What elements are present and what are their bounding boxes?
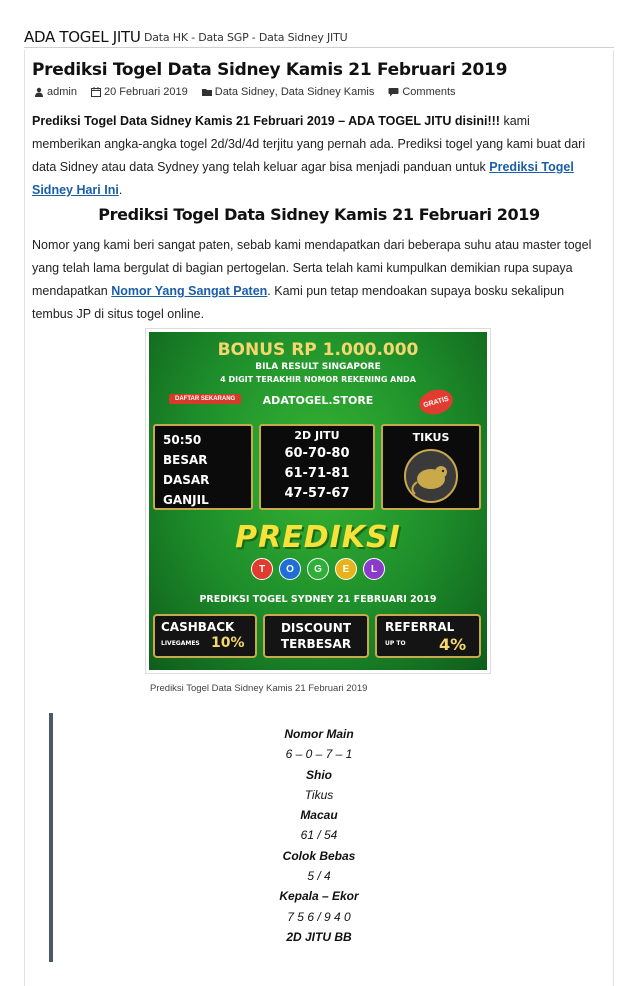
prediction-value: Tikus	[304, 787, 334, 802]
comments-link[interactable]: Comments	[402, 86, 456, 98]
folder-icon	[202, 87, 212, 97]
banner-box-5050	[153, 424, 253, 510]
category-separator: ,	[274, 86, 278, 98]
promo3-title: REFERRAL	[385, 620, 455, 634]
box1-line: GANJIL	[163, 493, 209, 507]
banner-gratis: GRATIS	[416, 386, 455, 418]
prediction-label: Colok Bebas	[282, 848, 356, 863]
banner-prediksi: PREDIKSI	[235, 520, 401, 555]
nomor-paten-link[interactable]: Nomor Yang Sangat Paten	[111, 284, 268, 298]
banner-line3: 4 DIGIT TERAKHIR NOMOR REKENING ANDA	[220, 375, 416, 384]
category-link-data-sidney[interactable]: Data Sidney	[214, 86, 275, 98]
box2-line: 60-70-80	[284, 446, 350, 461]
sub-heading: Prediksi Togel Data Sidney Kamis 21 Februari 2019	[98, 205, 540, 224]
prediction-value: 5 / 4	[307, 869, 331, 884]
banner-line2: BILA RESULT SINGAPORE	[255, 362, 381, 372]
intro-text: kami memberikan angka-angka togel 2d/3d/4d terjitu yang pernah ada. Prediksi togel yang kami buat dari data Sidney atau data Sydney yang telah keluar agar bisa menjadi panduan untuk	[32, 114, 586, 174]
ball-o: O	[279, 558, 301, 580]
box2-title: 2D JITU	[294, 429, 340, 442]
banner-daftar: DAFTAR SEKARANG	[169, 394, 241, 404]
category-link-data-sidney-kamis[interactable]: Data Sidney Kamis	[280, 86, 375, 98]
prediction-label: 2D JITU BB	[286, 929, 352, 944]
post-date-link[interactable]: 20 Februari 2019	[103, 86, 188, 98]
promo2-title: DISCOUNT	[280, 621, 352, 635]
banner-discount	[263, 614, 369, 658]
banner-box-2d	[259, 424, 375, 510]
box1-line: 50:50	[163, 433, 202, 447]
site-header	[24, 26, 614, 48]
prediction-value: 7 5 6 / 9 4 0	[287, 909, 351, 924]
box2-line: 61-71-81	[284, 466, 350, 481]
promo3-sub: UP TO	[385, 640, 406, 647]
prediction-list	[0, 724, 638, 947]
prediction-value: 61 / 54	[300, 828, 338, 843]
ball-l: L	[363, 558, 385, 580]
prediction-value: 6 – 0 – 7 – 1	[285, 747, 353, 762]
promo2-sub: TERBESAR	[280, 637, 352, 651]
comment-icon	[388, 87, 399, 97]
post-meta	[34, 86, 456, 98]
ball-g: G	[307, 558, 329, 580]
site-title-link[interactable]: ADA TOGEL JITU	[24, 28, 141, 46]
promo1-sub: LIVEGAMES	[161, 640, 200, 647]
banner-box-tikus	[381, 424, 481, 510]
promo1-value: 10%	[211, 635, 245, 651]
prediction-label: Kepala – Ekor	[279, 889, 359, 904]
promo1-title: CASHBACK	[161, 620, 235, 634]
banner-bonus: BONUS RP 1.000.000	[217, 340, 419, 360]
prediction-label: Shio	[306, 767, 332, 782]
banner-site: ADATOGEL.STORE	[262, 394, 374, 407]
author-link[interactable]: admin	[47, 86, 77, 98]
banner-cashback	[153, 614, 257, 658]
intro-bold: Prediksi Togel Data Sidney Kamis 21 Februari 2019 – ADA TOGEL JITU disini!!!	[32, 114, 500, 128]
rat-emblem-icon	[403, 448, 459, 504]
body-text: Nomor yang kami beri sangat paten, sebab kami mendapatkan dari beberapa suhu atau master togel yang telah lama bergulat di bagian pertogelan. Serta telah kami kumpulkan demikian rupa supaya mendapatkan	[32, 238, 592, 298]
banner-footer: PREDIKSI TOGEL SYDNEY 21 FEBRUARI 2019	[199, 594, 437, 605]
prediction-label: Nomor Main	[284, 727, 354, 741]
user-icon	[34, 87, 44, 97]
banner-balls	[149, 558, 487, 580]
prediction-label: Macau	[300, 808, 338, 823]
box1-line: BESAR	[163, 453, 208, 467]
site-tagline: Data HK - Data SGP - Data Sidney JITU	[144, 31, 348, 44]
body-paragraph	[32, 234, 602, 326]
banner-referral	[375, 614, 481, 658]
intro-end: .	[118, 183, 123, 197]
box2-line: 47-57-67	[284, 486, 350, 501]
body-end: . Kami pun tetap mendoakan supaya bosku sekalipun tembus JP di situs togel online.	[32, 284, 565, 321]
promo-image-figure	[145, 328, 491, 674]
calendar-icon	[91, 87, 101, 97]
ball-t: T	[251, 558, 273, 580]
promo3-value: 4%	[439, 635, 467, 654]
prediksi-sidney-link[interactable]: Prediksi Togel Sidney Hari Ini	[32, 160, 574, 197]
promo-banner-image[interactable]	[149, 332, 487, 670]
ball-e: E	[335, 558, 357, 580]
box1-line: DASAR	[163, 473, 210, 487]
post-title: Prediksi Togel Data Sidney Kamis 21 Februari 2019	[32, 60, 508, 80]
box3-title: TIKUS	[412, 431, 450, 444]
image-caption: Prediksi Togel Data Sidney Kamis 21 Februari 2019	[150, 683, 368, 694]
intro-paragraph	[32, 110, 602, 202]
